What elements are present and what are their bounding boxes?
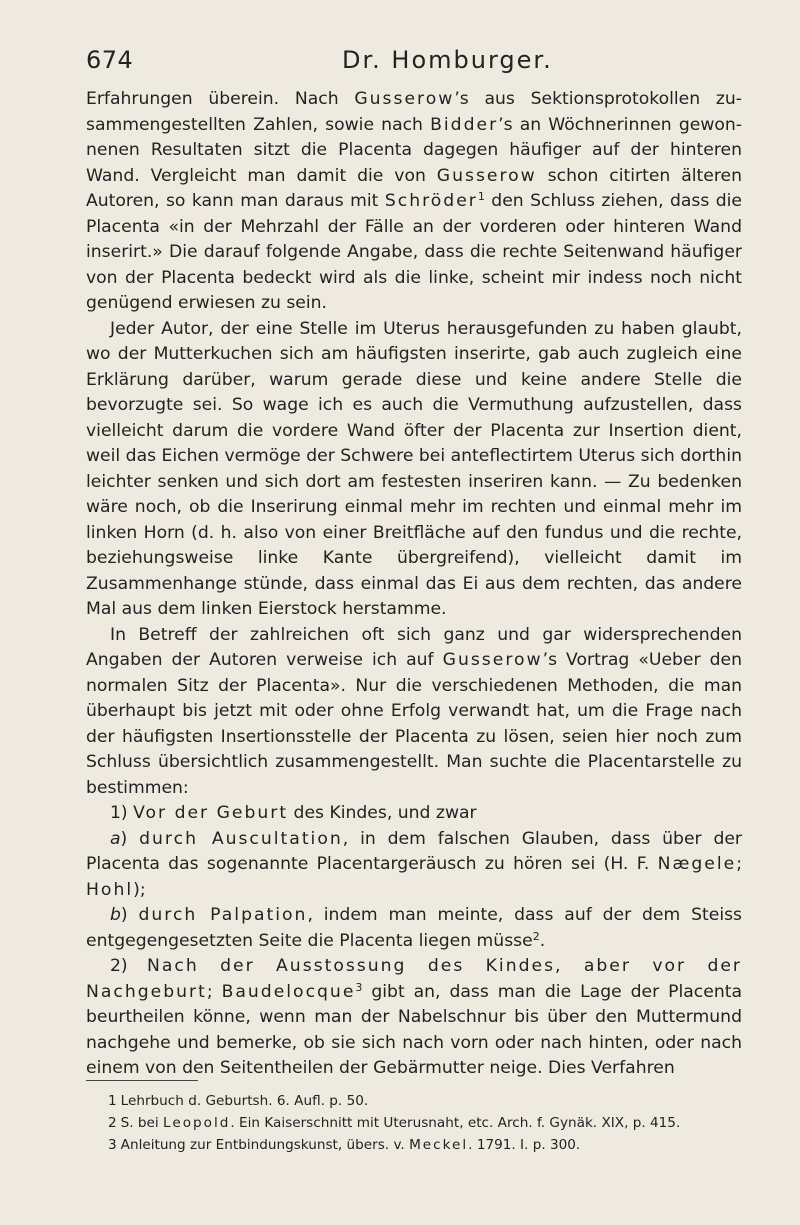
text-run: ’s an Wöchnerinnen gewonnenen Resultaten sitzt die Placenta dagegen häufiger auf der hinteren Wand. Vergleicht man damit die von — [86, 114, 742, 186]
footnote-ref: 1 — [477, 190, 485, 203]
list-number: 1) — [110, 803, 134, 823]
author-name: Baudelocque — [221, 981, 356, 1002]
list-letter: b — [110, 905, 121, 925]
author-name: Hohl — [86, 879, 134, 900]
list-item-1 — [86, 801, 742, 827]
text-run: ; — [736, 854, 742, 874]
list-number: 2) — [110, 956, 148, 976]
author-name: Meckel — [409, 1137, 469, 1153]
footnote-ref: 3 — [355, 980, 363, 994]
page-header — [86, 46, 746, 86]
footnote-number: 3 — [108, 1137, 117, 1153]
body-text — [86, 87, 742, 1082]
footnote-text: . Ein Kaiserschnitt mit Uterusnaht, etc. Arch. f. Gynäk. XIX, p. 415. — [230, 1115, 681, 1131]
footnote-ref: 2 — [532, 929, 540, 943]
footnote-3 — [86, 1134, 742, 1156]
text-run: , indem man meinte, dass auf der dem Steiss entgegengesetzten Seite die Placenta liegen müsse — [86, 905, 742, 951]
list-letter: a — [110, 828, 121, 849]
author-name: Gusserow — [442, 650, 543, 670]
text-run: gibt an, dass man die Lage der Placenta beurtheilen könne, wenn man der Nabelschnur bis über den Muttermund nachgehe und bemerke, ob sie sich nach vorn oder nach hinten, oder nach einem von den Seitentheilen der Gebärmutter neige. Dies Verfahren — [86, 981, 742, 1078]
footnote-text: Lehrbuch d. Geburtsh. 6. Aufl. p. 50. — [120, 1093, 369, 1109]
emphasis: Nach der Ausstossung des Kindes, aber vor der Nachgeburt — [86, 956, 742, 1002]
text-run: ); — [133, 879, 146, 900]
author-name: Gusserow — [436, 165, 537, 186]
text-run: ) — [120, 828, 140, 849]
footnote-text: Anleitung zur Entbindungskunst, übers. v. — [120, 1137, 410, 1153]
author-name: Schröder — [384, 191, 478, 211]
footnote-text: S. bei — [120, 1115, 164, 1131]
list-item-2 — [86, 954, 742, 1082]
footnote-number: 1 — [108, 1093, 117, 1109]
author-name: Leopold — [163, 1115, 231, 1131]
text-run: In Betreff der zahlreichen oft sich ganz und gar widersprechenden Angaben der Autoren verweise ich auf — [86, 624, 742, 670]
footnote-divider — [86, 1080, 198, 1081]
footnote-text: . 1791. I. p. 300. — [468, 1137, 581, 1153]
text-run: ’s aus Sektionsprotokollen zusammengestellten Zahlen, sowie nach — [86, 89, 742, 135]
list-item-1b — [86, 903, 742, 954]
text-run: Erfahrungen überein. Nach — [86, 89, 355, 109]
footnote-number: 2 — [108, 1115, 117, 1131]
emphasis: Vor der Geburt — [133, 803, 289, 823]
text-run: . — [539, 930, 546, 951]
text-run: , in dem falschen Glauben, dass über der Placenta das sogenannte Placentargeräusch zu hören sei (H. F. — [86, 828, 743, 874]
text-run: des Kindes, und zwar — [288, 803, 477, 823]
footnotes — [86, 1090, 742, 1156]
footnote-1 — [86, 1090, 742, 1112]
footnote-2 — [86, 1112, 742, 1134]
text-run: ; — [206, 981, 222, 1002]
text-run: ) — [120, 905, 139, 925]
emphasis: durch Palpation — [138, 905, 308, 925]
text-run: schon citirten älteren Autoren, so kann man daraus mit — [86, 165, 742, 211]
author-name: Nægele — [657, 854, 737, 874]
paragraph-1 — [86, 87, 742, 317]
running-head: Dr. Homburger. — [342, 46, 553, 74]
paragraph-2: Jeder Autor, der eine Stelle im Uterus herausgefunden zu haben glaubt, wo der Mutterkuchen sich am häufigsten inserirte, gab auch zugleich eine Erklärung darüber, warum gerade diese und keine andere Stelle die bevorzugte sei. So wage ich es auch die Vermuthung aufzustellen, dass vielleicht darum die vordere Wand öfter der Placenta zur Insertion dient, weil das Eichen vermöge der Schwere bei anteflectirtem Uterus sich dorthin leichter senken und sich dort am festesten inseriren kann. — Zu bedenken wäre noch, ob die Inserirung einmal mehr im rechten und einmal mehr im linken Horn (d. h. also von einer Breitfläche auf den fundus und die rechte, beziehungsweise linke Kante übergreifend), vielleicht damit im Zusammenhange stünde, dass einmal das Ei aus dem rechten, das andere Mal aus dem linken Eierstock herstamme. — [86, 318, 742, 619]
emphasis: durch Auscultation — [139, 828, 343, 849]
text-run: den Schluss ziehen, dass die Placenta «in der Mehrzahl der Fälle an der vorderen oder hinteren Wand inserirt.» Die darauf folgende Angabe, dass die rechte Seitenwand häufiger von der Placenta bedeckt wird als die linke, scheint mir indess noch nicht genügend erwiesen zu sein. — [86, 191, 742, 313]
list-item-1a — [86, 827, 742, 904]
page-number: 674 — [86, 46, 134, 74]
author-name: Gusserow — [354, 89, 455, 109]
paragraph-3 — [86, 623, 742, 802]
author-name: Bidder — [430, 114, 499, 135]
text-run: ’s Vortrag «Ueber den normalen Sitz der Placenta». Nur die verschiedenen Methoden, die man überhaupt bis jetzt mit oder ohne Erfolg verwandt hat, um die Frage nach der häufigsten Insertionsstelle der Placenta zu lösen, seien hier noch zum Schluss übersichtlich zusammengestellt. Man suchte die Placentarstelle zu bestimmen: — [86, 650, 742, 798]
